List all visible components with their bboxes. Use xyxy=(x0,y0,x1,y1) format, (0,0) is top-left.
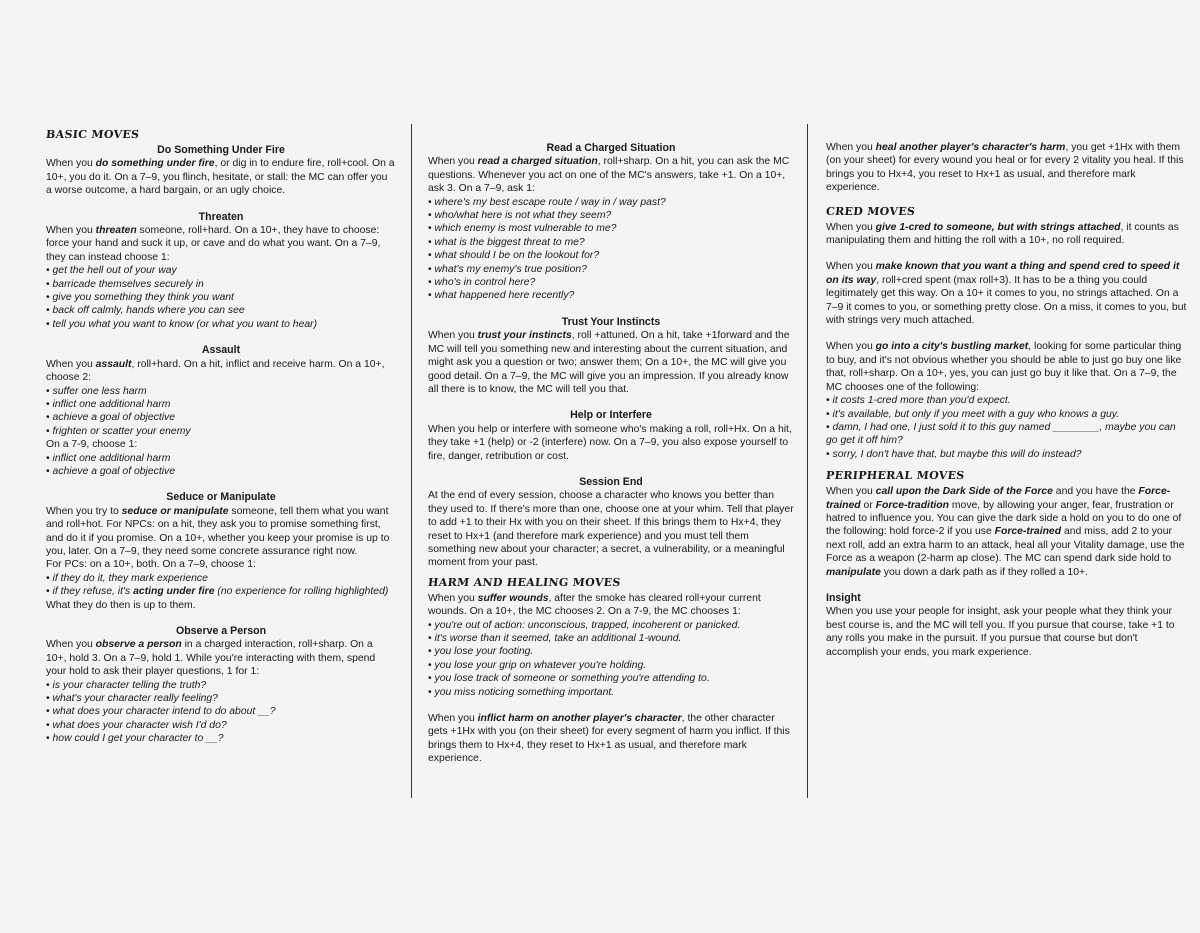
list-item: • frighten or scatter your enemy xyxy=(46,425,396,438)
list-item: • what's my enemy's true position? xyxy=(428,263,794,276)
move-dark-side xyxy=(826,485,1188,579)
option-list xyxy=(826,394,1188,461)
list-item: • where's my best escape route / way in / way past? xyxy=(428,196,794,209)
move-text: At the end of every session, choose a character who knows you better than they used to. If there's more than one, choose one at your whim. Tell that player to add +1 to their Hx with you on their sheet. If this brings them to Hx+4, they reset to Hx+1 (and therefore mark experience) and you must tell them something new about your character; a secret, a vulnerability, or a meaningful moment from your past. xyxy=(428,490,794,569)
list-item: • back off calmly, hands where you can see xyxy=(46,304,396,317)
move-seduce-or-manipulate xyxy=(46,491,396,612)
move-assault xyxy=(46,344,396,478)
option-list xyxy=(46,572,396,599)
list-item: • you lose your footing. xyxy=(428,645,794,658)
list-item: • suffer one less harm xyxy=(46,385,396,398)
list-item: • which enemy is most vulnerable to me? xyxy=(428,222,794,235)
column-2 xyxy=(428,142,794,779)
option-list xyxy=(46,679,396,746)
option-list xyxy=(46,264,396,331)
move-text: When you call upon the Dark Side of the Force and you have the Force-trained or Force-tradition move, by allowing your anger, fear, frustration or hatred to influence you. You can give the dark side a hold on you to do one of the following: hold force-2 if you use Force-trained and miss, add 2 to your next roll, add an extra harm to an attack, heal all your Vitality damage, use the Force as a weapon (2-harm ap close). The MC can spend dark side hold to manipulate you down a dark path as if they rolled a 10+. xyxy=(826,486,1185,578)
move-text: When you observe a person in a charged interaction, roll+sharp. On a 10+, hold 3. On a 7–9, hold 1. While you're interacting with them, spend your hold to ask their player questions, 1 for 1: xyxy=(46,639,376,678)
list-item: • you lose your grip on whatever you're holding. xyxy=(428,659,794,672)
section-heading-basic-moves: BASIC MOVES xyxy=(45,128,140,141)
section-heading-peripheral-moves: PERIPHERAL MOVES xyxy=(825,469,966,483)
list-item: • is your character telling the truth? xyxy=(46,679,396,692)
list-item: • you're out of action: unconscious, trapped, incoherent or panicked. xyxy=(428,619,794,632)
list-item: • get the hell out of your way xyxy=(46,264,396,277)
list-item: • who's in control here? xyxy=(428,276,794,289)
move-text: When you help or interfere with someone who's making a roll, roll+Hx. On a hit, they take +1 (help) or -2 (interfere) now. On a 7–9, you also expose yourself to fire, danger, retribution or cost. xyxy=(428,423,792,462)
list-item: • tell you what you want to know (or what you want to hear) xyxy=(46,318,396,331)
move-session-end xyxy=(428,476,794,570)
option-list xyxy=(428,196,794,303)
list-item: • what does your character wish I'd do? xyxy=(46,719,396,732)
move-inflict-harm xyxy=(428,712,794,766)
move-text: When you heal another player's character's harm, you get +1Hx with them (on your sheet) for every wound you heal or for every 2 vitality you heal. If this brings you to Hx+4, you reset to Hx+1 as usual, and therefore mark experience. xyxy=(826,142,1184,194)
list-item: • give you something they think you want xyxy=(46,291,396,304)
option-list xyxy=(428,619,794,699)
move-give-cred xyxy=(826,221,1188,248)
move-text: On a 7-9, choose 1: xyxy=(46,439,138,451)
move-title: Session End xyxy=(579,475,643,488)
move-text: When you use your people for insight, ask your people what they think your best course is, and the MC will tell you. If you pursue that course, take +1 to any rolls you make in the pursuit. If you pursue that course but don't accomplish your ends, you mark experience. xyxy=(826,606,1175,658)
move-text: When you do something under fire, or dig in to endure fire, roll+cool. On a 10+, you do it. On a 7–9, you flinch, hesitate, or stall: the MC can offer you a worse outcome, a hard bargain, or an ugly choice. xyxy=(46,158,395,197)
list-item: • if they do it, they mark experience xyxy=(46,572,396,585)
move-insight xyxy=(826,592,1188,659)
move-do-something-under-fire xyxy=(46,144,396,198)
section-heading-cred-moves: CRED MOVES xyxy=(825,204,916,218)
list-item: • sorry, I don't have that, but maybe this will do instead? xyxy=(826,448,1188,461)
move-trust-your-instincts xyxy=(428,316,794,396)
move-text: When you give 1-cred to someone, but with strings attached, it counts as manipulating them and hitting the roll with a 10+, no roll required. xyxy=(826,221,1179,247)
list-item: • you miss noticing something important. xyxy=(428,686,794,699)
column-3 xyxy=(826,141,1188,672)
list-item: • achieve a goal of objective xyxy=(46,465,396,478)
move-heal-harm xyxy=(826,141,1188,195)
move-text: When you trust your instincts, roll +attuned. On a hit, take +1forward and the MC will tell you something new and interesting about the current situation, and might ask you a question or two; answer them; On a 10+, the MC will give you good detail. On a 7–9, the MC will give you an impression. If you already know all there is to know, the MC will tell you that. xyxy=(428,330,790,395)
list-item: • what should I be on the lookout for? xyxy=(428,249,794,262)
move-help-or-interfere xyxy=(428,409,794,463)
move-spend-cred xyxy=(826,260,1188,327)
list-item: • what happened here recently? xyxy=(428,289,794,302)
list-item: • what's your character really feeling? xyxy=(46,692,396,705)
list-item: • barricade themselves securely in xyxy=(46,278,396,291)
move-title: Observe a Person xyxy=(175,625,267,637)
move-threaten xyxy=(46,211,396,332)
list-item: • inflict one additional harm xyxy=(46,452,396,465)
move-text: When you assault, roll+hard. On a hit, inflict and receive harm. On a 10+, choose 2: xyxy=(46,358,385,384)
move-text: What they do then is up to them. xyxy=(46,599,196,611)
list-item: • what is the biggest threat to me? xyxy=(428,236,794,249)
move-title: Threaten xyxy=(198,210,244,223)
move-title: Assault xyxy=(201,344,241,357)
move-title: Help or Interfere xyxy=(570,409,652,422)
section-heading-harm-and-healing-moves: HARM AND HEALING MOVES xyxy=(427,575,622,589)
list-item: • if they refuse, it's acting under fire (no experience for rolling highlighted) xyxy=(46,585,396,598)
move-title: Insight xyxy=(826,591,861,604)
column-divider xyxy=(411,124,412,798)
list-item: • how could I get your character to __? xyxy=(46,732,396,745)
list-item: • what does your character intend to do about __? xyxy=(46,705,396,718)
move-text: When you go into a city's bustling market, looking for some particular thing to buy, and it's not obvious whether you should be able to just go buy one like that, roll+sharp. On a 10+, yes, you can just go buy it like that. On a 7–9, the MC chooses one of the following: xyxy=(826,341,1182,393)
list-item: • it's available, but only if you meet with a guy who knows a guy. xyxy=(826,408,1188,421)
move-text: For PCs: on a 10+, both. On a 7–9, choose 1: xyxy=(46,559,256,571)
move-text: When you threaten someone, roll+hard. On a 10+, they have to choose: force your hand and suck it up, or cave and do what you want. On a 7–9, they can instead choose 1: xyxy=(46,225,381,263)
list-item: • who/what here is not what they seem? xyxy=(428,209,794,222)
list-item: • it's worse than it seemed, take an additional 1-wound. xyxy=(428,632,794,645)
move-title: Trust Your Instincts xyxy=(561,315,661,328)
move-suffer-wounds xyxy=(428,592,794,699)
move-title: Seduce or Manipulate xyxy=(166,491,276,504)
move-text: When you read a charged situation, roll+sharp. On a hit, you can ask the MC questions. Whenever you act on one of the MC's answers, take +1. On a 10+, ask 3. On a 7–9, ask 1: xyxy=(428,156,790,195)
move-text: When you inflict harm on another player's character, the other character gets +1Hx with you (on their sheet) for every segment of harm you inflict. If this brings them to Hx+4, they reset to Hx+1 as usual, and therefore mark experience. xyxy=(428,713,790,765)
move-observe-a-person xyxy=(46,625,396,746)
column-1 xyxy=(46,124,396,759)
option-list xyxy=(46,452,396,479)
move-title: Do Something Under Fire xyxy=(157,144,285,156)
list-item: • damn, I had one, I just sold it to this guy named ________, maybe you can go get it off him? xyxy=(826,421,1188,448)
move-read-a-charged-situation xyxy=(428,142,794,303)
move-bustling-market xyxy=(826,340,1188,461)
move-text: When you try to seduce or manipulate someone, tell them what you want and roll+hot. For NPCs: on a hit, they ask you to promise something first, and do it if you promise. On a 10+, whether you keep your promise is up to you, later. On a 7–9, they need some concrete assurance right now. xyxy=(46,505,390,557)
list-item: • inflict one additional harm xyxy=(46,398,396,411)
list-item: • achieve a goal of objective xyxy=(46,411,396,424)
option-list xyxy=(46,385,396,439)
list-item: • it costs 1-cred more than you'd expect. xyxy=(826,394,1188,407)
list-item: • you lose track of someone or something you're attending to. xyxy=(428,672,794,685)
move-title: Read a Charged Situation xyxy=(546,142,676,154)
move-text: When you suffer wounds, after the smoke has cleared roll+your current wounds. On a 10+, the MC chooses 2. On a 7-9, the MC chooses 1: xyxy=(428,592,761,618)
move-text: When you make known that you want a thing and spend cred to speed it on its way, roll+cred spent (max roll+3). It has to be a thing you could legitimately get this way. On a 10+ it comes to you, no strings attached. On a 7–9 it comes to you, or something pretty close. On a miss, it comes to you, but with strings very much attached. xyxy=(826,261,1187,327)
column-divider xyxy=(807,124,808,798)
